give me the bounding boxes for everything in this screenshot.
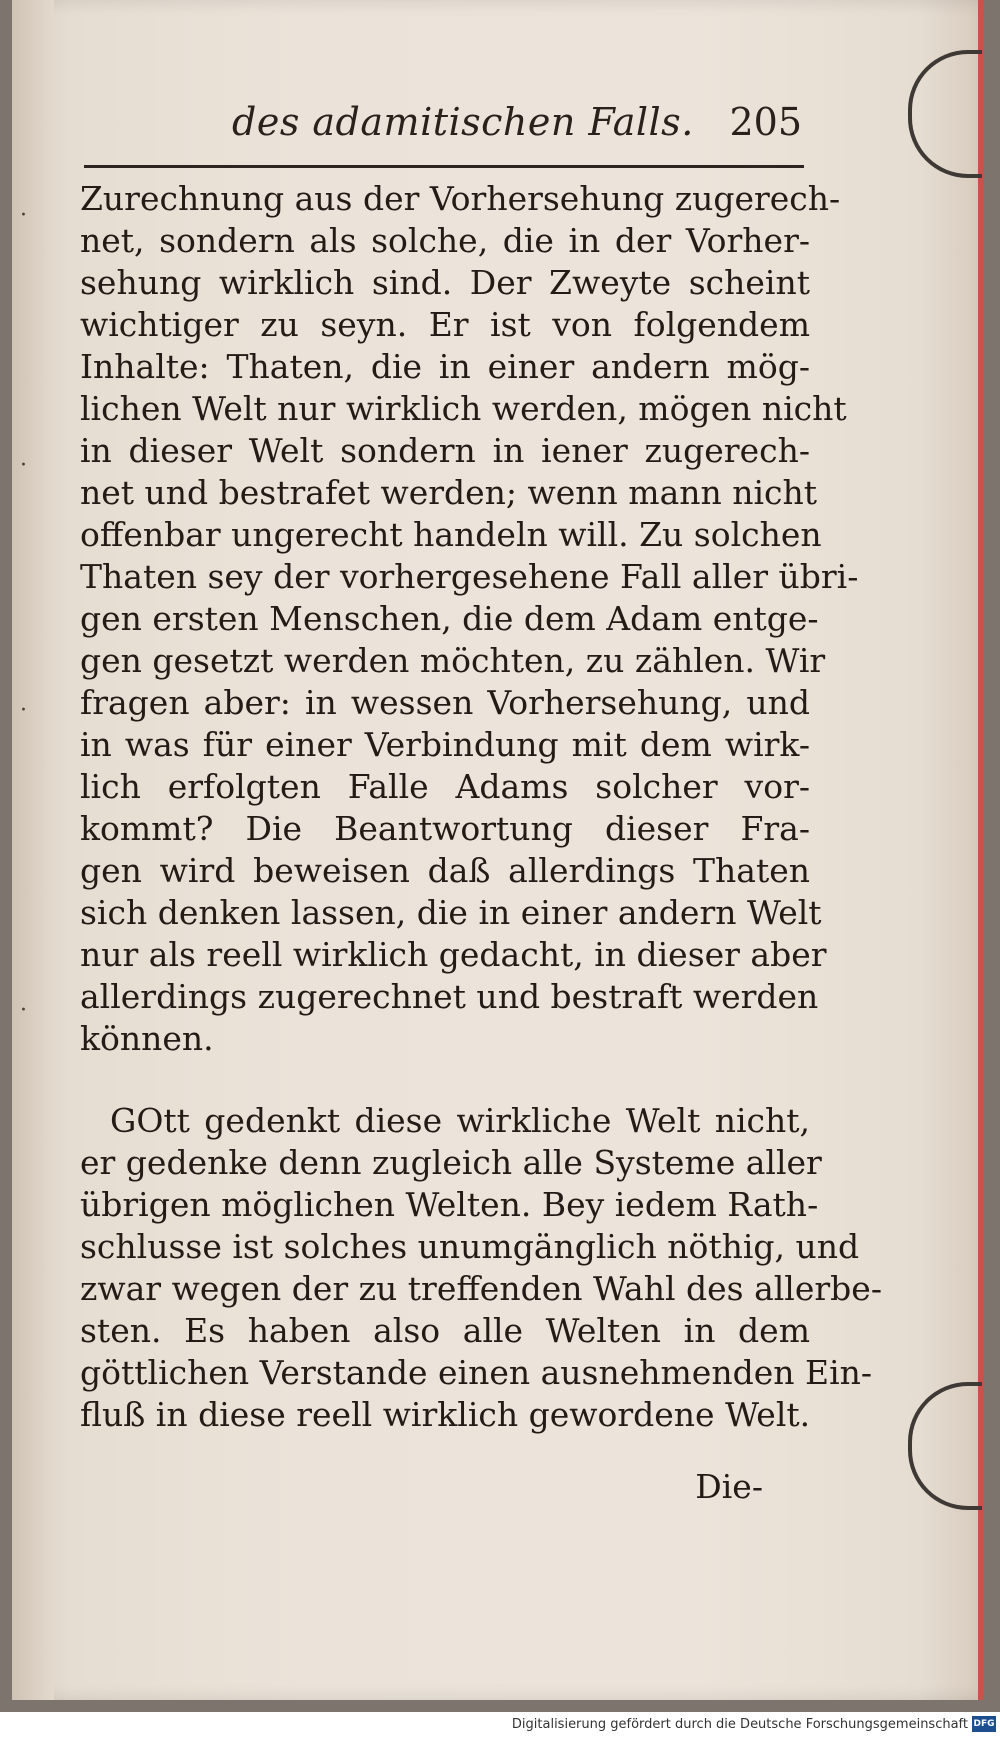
text-line: gen ersten Menschen, die dem Adam entge- [80,599,819,638]
text-line: lichen Welt nur wirklich werden, mögen nicht [80,389,847,428]
text-line: GOtt gedenkt diese wirkliche Welt nicht, [110,1101,810,1140]
gutter-fragment: · [20,698,27,723]
text-line: sten. Es haben also alle Welten in dem [80,1311,810,1350]
text-line: allerdings zugerechnet und bestraft werden [80,977,819,1016]
text-line: Thaten sey der vorhergesehene Fall aller übri- [80,557,859,596]
text-line: in dieser Welt sondern in iener zugerech- [80,431,810,470]
gutter-fragment: · [20,998,27,1023]
binding-clasp-bottom [908,1382,982,1510]
text-line: göttlichen Verstande einen ausnehmenden Ein- [80,1353,873,1392]
text-line: sich denken lassen, die in einer andern Welt [80,893,822,932]
text-line: zwar wegen der zu treffenden Wahl des allerbe- [80,1269,882,1308]
text-line: fragen aber: in wessen Vorhersehung, und [80,683,810,722]
text-line: gen wird beweisen daß allerdings Thaten [80,851,810,890]
text-line: übrigen möglichen Welten. Bey iedem Rath- [80,1185,819,1224]
binding-clasp-top [908,50,982,178]
text-line: wichtiger zu seyn. Er ist von folgendem [80,305,810,344]
text-line: können. [80,1019,214,1058]
gutter-fragment: · [20,203,27,228]
page-gutter [12,0,54,1700]
digitization-footer [0,1712,1000,1739]
text-line: kommt? Die Beantwortung dieser Fra- [80,809,810,848]
running-title: des adamitischen Falls. [232,100,694,144]
text-line: lich erfolgten Falle Adams solcher vor- [80,767,810,806]
text-line: Zurechnung aus der Vorhersehung zugerech- [80,179,841,218]
text-line: schlusse ist solches unumgänglich nöthig, und [80,1227,860,1266]
page-number: 205 [729,100,802,144]
body-text [80,178,882,1436]
text-line: Inhalte: Thaten, die in einer andern mög- [80,347,810,386]
dfg-logo: DFG [972,1716,996,1732]
running-header [232,100,802,150]
catchword: Die- [695,1467,763,1506]
text-line: gen gesetzt werden möchten, zu zählen. Wir [80,641,826,680]
text-line: net, sondern als solche, die in der Vorher- [80,221,810,260]
text-line: nur als reell wirklich gedacht, in dieser aber [80,935,827,974]
footer-credit: Digitalisierung gefördert durch die Deutsche Forschungsgemeinschaft [511,1717,968,1732]
text-line: net und bestrafet werden; wenn mann nicht [80,473,818,512]
paragraph-gap [80,1060,810,1100]
text-line: er gedenke denn zugleich alle Systeme aller [80,1143,822,1182]
header-rule [84,165,804,168]
gutter-fragment: · [20,453,27,478]
text-line: offenbar ungerecht handeln will. Zu solchen [80,515,822,554]
book-page [12,0,984,1700]
text-line: in was für einer Verbindung mit dem wirk- [80,725,810,764]
text-line: fluß in diese reell wirklich gewordene Welt. [80,1395,811,1434]
text-line: sehung wirklich sind. Der Zweyte scheint [80,263,810,302]
